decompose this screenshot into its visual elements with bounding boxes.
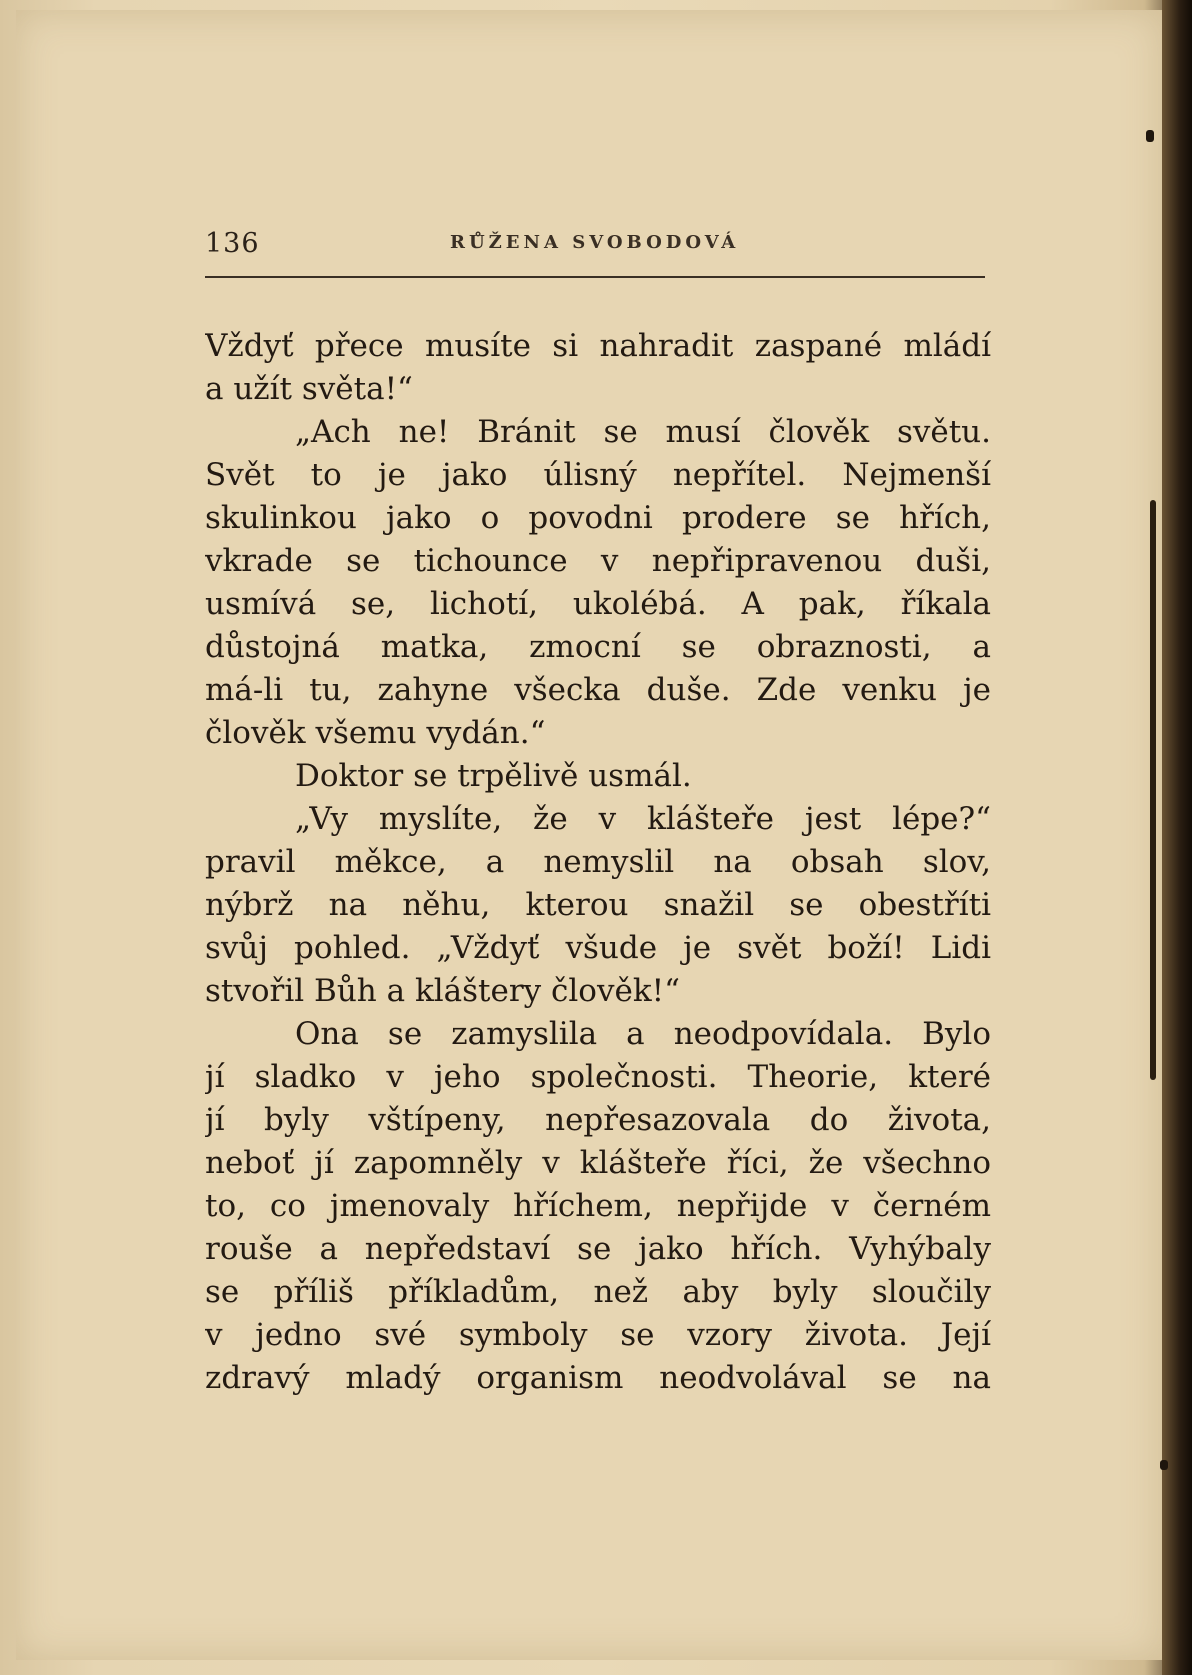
text-line: a užít světa!“: [205, 371, 413, 407]
text-line: „Vy myslíte, že v klášteře jest lépe?“: [295, 801, 991, 837]
text-line: jí byly vštípeny, nepřesazovala do života,: [205, 1102, 991, 1138]
text-line: v jedno své symboly se vzory života. Její: [205, 1317, 991, 1353]
margin-mark-bracket: [1150, 500, 1156, 1080]
text-line: stvořil Bůh a kláštery člověk!“: [205, 973, 680, 1009]
text-line: důstojná matka, zmocní se obraznosti, a: [205, 629, 991, 665]
text-line: nýbrž na něhu, kterou snažil se obestříti: [205, 887, 991, 923]
text-line: Svět to je jako úlisný nepřítel. Nejmenší: [205, 457, 991, 493]
text-line: vkrade se tichounce v nepřipravenou duši,: [205, 543, 991, 579]
text-line: jí sladko v jeho společnosti. Theorie, které: [205, 1059, 991, 1095]
page-number: 136: [205, 228, 260, 259]
text-line: má-li tu, zahyne všecka duše. Zde venku je: [205, 672, 991, 708]
text-line: rouše a nepředstaví se jako hřích. Vyhýbaly: [205, 1231, 991, 1267]
text-line: usmívá se, lichotí, ukolébá. A pak, říkala: [205, 586, 991, 622]
margin-mark-bottom: [1160, 1460, 1168, 1470]
text-line: člověk všemu vydán.“: [205, 715, 546, 751]
text-line: se příliš příkladům, než aby byly sloučily: [205, 1274, 991, 1310]
text-line: pravil měkce, a nemyslil na obsah slov,: [205, 844, 991, 880]
text-line: to, co jmenovaly hříchem, nepřijde v černém: [205, 1188, 991, 1224]
text-line: zdravý mladý organism neodvolával se na: [205, 1360, 991, 1396]
text-line: neboť jí zapomněly v klášteře říci, že všechno: [205, 1145, 991, 1181]
running-head: RŮŽENA SVOBODOVÁ: [450, 232, 740, 253]
text-line: skulinkou jako o povodni prodere se hřích,: [205, 500, 991, 536]
text-line: Doktor se trpělivě usmál.: [295, 758, 692, 794]
text-line: „Ach ne! Bránit se musí člověk světu.: [295, 414, 991, 450]
text-line: Ona se zamyslila a neodpovídala. Bylo: [295, 1016, 991, 1052]
binding-gutter: [1162, 0, 1192, 1675]
body-text: [205, 325, 991, 1400]
margin-mark-top: [1146, 130, 1154, 142]
header-rule: [205, 276, 985, 278]
text-line: svůj pohled. „Vždyť všude je svět boží! Lidi: [205, 930, 991, 966]
page-header: [205, 228, 985, 268]
text-line: Vždyť přece musíte si nahradit zaspané mládí: [205, 328, 991, 364]
